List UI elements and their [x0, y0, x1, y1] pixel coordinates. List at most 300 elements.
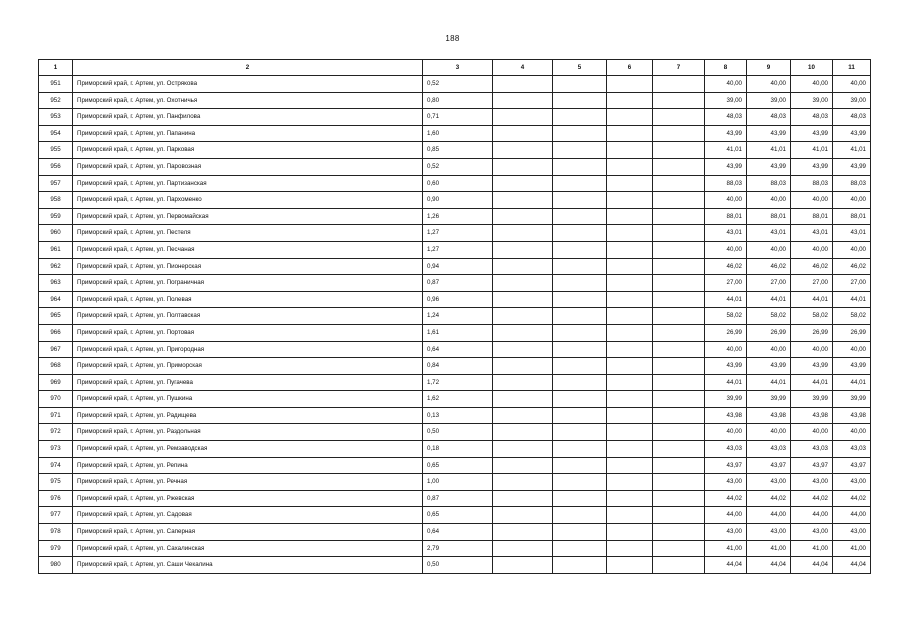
length-cell: 0,65: [423, 507, 493, 524]
empty-cell-col7: [653, 92, 705, 109]
empty-cell-col7: [653, 524, 705, 541]
value-cell-col10: 58,02: [791, 308, 833, 325]
value-cell-col9: 46,02: [747, 258, 791, 275]
value-cell-col9: 44,01: [747, 291, 791, 308]
table-row: [39, 241, 871, 258]
empty-cell-col4: [493, 258, 553, 275]
value-cell-col8: 43,99: [705, 125, 747, 142]
address-cell: Приморский край, г. Артем, ул. Садовая: [73, 507, 423, 524]
empty-cell-col4: [493, 76, 553, 93]
empty-cell-col5: [553, 142, 607, 159]
empty-cell-col6: [607, 258, 653, 275]
empty-cell-col4: [493, 358, 553, 375]
value-cell-col9: 40,00: [747, 76, 791, 93]
value-cell-col9: 43,00: [747, 524, 791, 541]
empty-cell-col5: [553, 92, 607, 109]
value-cell-col10: 43,99: [791, 125, 833, 142]
value-cell-col11: 46,02: [833, 258, 871, 275]
empty-cell-col4: [493, 225, 553, 242]
value-cell-col10: 88,01: [791, 208, 833, 225]
value-cell-col9: 40,00: [747, 192, 791, 209]
length-cell: 0,85: [423, 142, 493, 159]
address-cell: Приморский край, г. Артем, ул. Пограничная: [73, 275, 423, 292]
length-cell: 1,61: [423, 324, 493, 341]
value-cell-col10: 40,00: [791, 241, 833, 258]
value-cell-col10: 88,03: [791, 175, 833, 192]
value-cell-col11: 44,00: [833, 507, 871, 524]
empty-cell-col7: [653, 241, 705, 258]
empty-cell-col5: [553, 341, 607, 358]
value-cell-col8: 43,01: [705, 225, 747, 242]
empty-cell-col6: [607, 158, 653, 175]
empty-cell-col5: [553, 441, 607, 458]
value-cell-col11: 39,99: [833, 391, 871, 408]
empty-cell-col6: [607, 441, 653, 458]
table-row: [39, 557, 871, 574]
length-cell: 0,18: [423, 441, 493, 458]
length-cell: 0,65: [423, 457, 493, 474]
value-cell-col10: 44,02: [791, 490, 833, 507]
value-cell-col10: 41,01: [791, 142, 833, 159]
empty-cell-col7: [653, 507, 705, 524]
empty-cell-col4: [493, 291, 553, 308]
row-number-cell: 958: [39, 192, 73, 209]
value-cell-col11: 41,00: [833, 540, 871, 557]
row-number-cell: 963: [39, 275, 73, 292]
empty-cell-col4: [493, 374, 553, 391]
value-cell-col8: 40,00: [705, 76, 747, 93]
empty-cell-col6: [607, 341, 653, 358]
row-number-cell: 959: [39, 208, 73, 225]
length-cell: 0,13: [423, 407, 493, 424]
value-cell-col8: 43,97: [705, 457, 747, 474]
length-cell: 2,79: [423, 540, 493, 557]
value-cell-col10: 26,99: [791, 324, 833, 341]
address-cell: Приморский край, г. Артем, ул. Ремзаводская: [73, 441, 423, 458]
table-row: [39, 507, 871, 524]
value-cell-col10: 43,98: [791, 407, 833, 424]
value-cell-col8: 44,02: [705, 490, 747, 507]
empty-cell-col4: [493, 457, 553, 474]
value-cell-col8: 46,02: [705, 258, 747, 275]
empty-cell-col5: [553, 407, 607, 424]
row-number-cell: 952: [39, 92, 73, 109]
row-number-cell: 960: [39, 225, 73, 242]
value-cell-col10: 44,04: [791, 557, 833, 574]
column-header-11: 11: [833, 60, 871, 76]
value-cell-col10: 40,00: [791, 192, 833, 209]
address-cell: Приморский край, г. Артем, ул. Пестеля: [73, 225, 423, 242]
empty-cell-col5: [553, 175, 607, 192]
empty-cell-col6: [607, 308, 653, 325]
address-cell: Приморский край, г. Артем, ул. Полтавская: [73, 308, 423, 325]
table-row: [39, 92, 871, 109]
empty-cell-col4: [493, 208, 553, 225]
length-cell: 0,84: [423, 358, 493, 375]
address-cell: Приморский край, г. Артем, ул. Ржевская: [73, 490, 423, 507]
row-number-cell: 966: [39, 324, 73, 341]
value-cell-col9: 43,97: [747, 457, 791, 474]
value-cell-col10: 27,00: [791, 275, 833, 292]
empty-cell-col7: [653, 457, 705, 474]
address-cell: Приморский край, г. Артем, ул. Раздольная: [73, 424, 423, 441]
value-cell-col9: 43,99: [747, 125, 791, 142]
empty-cell-col6: [607, 490, 653, 507]
empty-cell-col7: [653, 391, 705, 408]
value-cell-col10: 43,00: [791, 474, 833, 491]
length-cell: 0,94: [423, 258, 493, 275]
row-number-cell: 980: [39, 557, 73, 574]
value-cell-col9: 48,03: [747, 109, 791, 126]
value-cell-col9: 40,00: [747, 424, 791, 441]
address-cell: Приморский край, г. Артем, ул. Саши Чекалина: [73, 557, 423, 574]
table-row: [39, 391, 871, 408]
address-cell: Приморский край, г. Артем, ул. Сахалинская: [73, 540, 423, 557]
length-cell: 1,24: [423, 308, 493, 325]
empty-cell-col7: [653, 424, 705, 441]
empty-cell-col5: [553, 391, 607, 408]
value-cell-col8: 41,01: [705, 142, 747, 159]
value-cell-col9: 44,00: [747, 507, 791, 524]
address-cell: Приморский край, г. Артем, ул. Приморская: [73, 358, 423, 375]
empty-cell-col6: [607, 125, 653, 142]
empty-cell-col4: [493, 125, 553, 142]
table-row: [39, 192, 871, 209]
value-cell-col9: 40,00: [747, 241, 791, 258]
row-number-cell: 979: [39, 540, 73, 557]
empty-cell-col5: [553, 358, 607, 375]
row-number-cell: 973: [39, 441, 73, 458]
value-cell-col8: 39,99: [705, 391, 747, 408]
value-cell-col8: 88,01: [705, 208, 747, 225]
table-row: [39, 158, 871, 175]
address-cell: Приморский край, г. Артем, ул. Речная: [73, 474, 423, 491]
table-row: [39, 474, 871, 491]
row-number-cell: 964: [39, 291, 73, 308]
value-cell-col9: 43,99: [747, 158, 791, 175]
empty-cell-col7: [653, 258, 705, 275]
empty-cell-col6: [607, 374, 653, 391]
value-cell-col10: 43,00: [791, 524, 833, 541]
empty-cell-col5: [553, 192, 607, 209]
empty-cell-col7: [653, 557, 705, 574]
table-body: [39, 76, 871, 574]
value-cell-col11: 44,01: [833, 291, 871, 308]
empty-cell-col4: [493, 407, 553, 424]
empty-cell-col4: [493, 92, 553, 109]
empty-cell-col4: [493, 391, 553, 408]
row-number-cell: 975: [39, 474, 73, 491]
address-cell: Приморский край, г. Артем, ул. Пригородная: [73, 341, 423, 358]
address-cell: Приморский край, г. Артем, ул. Папанина: [73, 125, 423, 142]
empty-cell-col7: [653, 275, 705, 292]
empty-cell-col7: [653, 374, 705, 391]
value-cell-col11: 44,01: [833, 374, 871, 391]
value-cell-col9: 39,00: [747, 92, 791, 109]
value-cell-col10: 48,03: [791, 109, 833, 126]
value-cell-col9: 26,99: [747, 324, 791, 341]
value-cell-col10: 44,01: [791, 291, 833, 308]
row-number-cell: 970: [39, 391, 73, 408]
value-cell-col11: 39,00: [833, 92, 871, 109]
value-cell-col10: 43,97: [791, 457, 833, 474]
value-cell-col9: 44,04: [747, 557, 791, 574]
empty-cell-col4: [493, 308, 553, 325]
value-cell-col8: 58,02: [705, 308, 747, 325]
value-cell-col10: 39,99: [791, 391, 833, 408]
empty-cell-col5: [553, 524, 607, 541]
value-cell-col9: 40,00: [747, 341, 791, 358]
table-row: [39, 324, 871, 341]
empty-cell-col6: [607, 109, 653, 126]
value-cell-col8: 44,04: [705, 557, 747, 574]
address-cell: Приморский край, г. Артем, ул. Острякова: [73, 76, 423, 93]
row-number-cell: 956: [39, 158, 73, 175]
empty-cell-col4: [493, 540, 553, 557]
empty-cell-col6: [607, 275, 653, 292]
empty-cell-col7: [653, 192, 705, 209]
table-row: [39, 490, 871, 507]
value-cell-col8: 43,99: [705, 158, 747, 175]
value-cell-col11: 58,02: [833, 308, 871, 325]
value-cell-col10: 41,00: [791, 540, 833, 557]
value-cell-col8: 43,98: [705, 407, 747, 424]
value-cell-col8: 39,00: [705, 92, 747, 109]
row-number-cell: 976: [39, 490, 73, 507]
value-cell-col9: 44,01: [747, 374, 791, 391]
length-cell: 1,27: [423, 241, 493, 258]
address-cell: Приморский край, г. Артем, ул. Репина: [73, 457, 423, 474]
row-number-cell: 977: [39, 507, 73, 524]
table-row: [39, 275, 871, 292]
value-cell-col9: 27,00: [747, 275, 791, 292]
value-cell-col8: 41,00: [705, 540, 747, 557]
address-cell: Приморский край, г. Артем, ул. Паровозная: [73, 158, 423, 175]
empty-cell-col5: [553, 557, 607, 574]
value-cell-col11: 43,97: [833, 457, 871, 474]
address-cell: Приморский край, г. Артем, ул. Саперная: [73, 524, 423, 541]
empty-cell-col6: [607, 92, 653, 109]
table-row: [39, 308, 871, 325]
column-header-6: 6: [607, 60, 653, 76]
empty-cell-col6: [607, 424, 653, 441]
value-cell-col9: 44,02: [747, 490, 791, 507]
address-cell: Приморский край, г. Артем, ул. Пионерская: [73, 258, 423, 275]
value-cell-col9: 43,00: [747, 474, 791, 491]
empty-cell-col7: [653, 109, 705, 126]
table-row: [39, 208, 871, 225]
table-header-row: [39, 60, 871, 76]
empty-cell-col4: [493, 324, 553, 341]
empty-cell-col7: [653, 407, 705, 424]
value-cell-col9: 88,01: [747, 208, 791, 225]
empty-cell-col7: [653, 341, 705, 358]
empty-cell-col4: [493, 524, 553, 541]
row-number-cell: 953: [39, 109, 73, 126]
value-cell-col11: 40,00: [833, 192, 871, 209]
value-cell-col11: 88,03: [833, 175, 871, 192]
address-cell: Приморский край, г. Артем, ул. Полевая: [73, 291, 423, 308]
value-cell-col8: 40,00: [705, 341, 747, 358]
value-cell-col11: 48,03: [833, 109, 871, 126]
value-cell-col10: 40,00: [791, 76, 833, 93]
value-cell-col11: 40,00: [833, 424, 871, 441]
value-cell-col9: 41,01: [747, 142, 791, 159]
table-row: [39, 225, 871, 242]
length-cell: 0,64: [423, 524, 493, 541]
length-cell: 0,87: [423, 490, 493, 507]
address-cell: Приморский край, г. Артем, ул. Пушкина: [73, 391, 423, 408]
empty-cell-col7: [653, 441, 705, 458]
empty-cell-col7: [653, 175, 705, 192]
address-cell: Приморский край, г. Артем, ул. Первомайская: [73, 208, 423, 225]
length-cell: 0,52: [423, 76, 493, 93]
value-cell-col9: 43,03: [747, 441, 791, 458]
value-cell-col9: 88,03: [747, 175, 791, 192]
empty-cell-col5: [553, 208, 607, 225]
table-row: [39, 76, 871, 93]
empty-cell-col7: [653, 490, 705, 507]
empty-cell-col4: [493, 158, 553, 175]
length-cell: 0,50: [423, 557, 493, 574]
row-number-cell: 962: [39, 258, 73, 275]
column-header-5: 5: [553, 60, 607, 76]
empty-cell-col4: [493, 424, 553, 441]
column-header-10: 10: [791, 60, 833, 76]
empty-cell-col7: [653, 125, 705, 142]
row-number-cell: 972: [39, 424, 73, 441]
empty-cell-col6: [607, 524, 653, 541]
empty-cell-col6: [607, 474, 653, 491]
page-number: 188: [445, 34, 460, 43]
table-row: [39, 125, 871, 142]
row-number-cell: 968: [39, 358, 73, 375]
empty-cell-col5: [553, 540, 607, 557]
empty-cell-col6: [607, 358, 653, 375]
value-cell-col8: 40,00: [705, 424, 747, 441]
column-header-8: 8: [705, 60, 747, 76]
empty-cell-col7: [653, 142, 705, 159]
value-cell-col8: 43,99: [705, 358, 747, 375]
value-cell-col9: 43,99: [747, 358, 791, 375]
empty-cell-col4: [493, 557, 553, 574]
address-cell: Приморский край, г. Артем, ул. Парковая: [73, 142, 423, 159]
empty-cell-col6: [607, 225, 653, 242]
length-cell: 0,50: [423, 424, 493, 441]
value-cell-col11: 43,99: [833, 358, 871, 375]
value-cell-col8: 44,01: [705, 291, 747, 308]
empty-cell-col7: [653, 324, 705, 341]
empty-cell-col5: [553, 308, 607, 325]
empty-cell-col7: [653, 76, 705, 93]
empty-cell-col4: [493, 175, 553, 192]
value-cell-col10: 43,01: [791, 225, 833, 242]
address-cell: Приморский край, г. Артем, ул. Партизанская: [73, 175, 423, 192]
value-cell-col8: 40,00: [705, 241, 747, 258]
value-cell-col10: 44,00: [791, 507, 833, 524]
address-cell: Приморский край, г. Артем, ул. Панфилова: [73, 109, 423, 126]
empty-cell-col5: [553, 76, 607, 93]
table-row: [39, 291, 871, 308]
value-cell-col11: 43,01: [833, 225, 871, 242]
value-cell-col9: 43,01: [747, 225, 791, 242]
value-cell-col11: 43,00: [833, 524, 871, 541]
empty-cell-col4: [493, 142, 553, 159]
value-cell-col9: 58,02: [747, 308, 791, 325]
empty-cell-col4: [493, 275, 553, 292]
value-cell-col11: 41,01: [833, 142, 871, 159]
table-row: [39, 358, 871, 375]
table-row: [39, 341, 871, 358]
column-header-1: 1: [39, 60, 73, 76]
empty-cell-col5: [553, 324, 607, 341]
row-number-cell: 965: [39, 308, 73, 325]
empty-cell-col4: [493, 341, 553, 358]
empty-cell-col7: [653, 158, 705, 175]
empty-cell-col4: [493, 441, 553, 458]
value-cell-col11: 27,00: [833, 275, 871, 292]
empty-cell-col5: [553, 424, 607, 441]
value-cell-col11: 40,00: [833, 341, 871, 358]
empty-cell-col6: [607, 407, 653, 424]
table-row: [39, 175, 871, 192]
column-header-7: 7: [653, 60, 705, 76]
empty-cell-col6: [607, 192, 653, 209]
value-cell-col8: 88,03: [705, 175, 747, 192]
length-cell: 1,60: [423, 125, 493, 142]
empty-cell-col6: [607, 291, 653, 308]
address-cell: Приморский край, г. Артем, ул. Пархоменко: [73, 192, 423, 209]
empty-cell-col5: [553, 225, 607, 242]
column-header-9: 9: [747, 60, 791, 76]
empty-cell-col6: [607, 507, 653, 524]
empty-cell-col4: [493, 109, 553, 126]
empty-cell-col6: [607, 208, 653, 225]
empty-cell-col6: [607, 457, 653, 474]
value-cell-col8: 48,03: [705, 109, 747, 126]
empty-cell-col5: [553, 291, 607, 308]
empty-cell-col6: [607, 557, 653, 574]
empty-cell-col4: [493, 192, 553, 209]
address-cell: Приморский край, г. Артем, ул. Охотничья: [73, 92, 423, 109]
empty-cell-col7: [653, 474, 705, 491]
empty-cell-col6: [607, 175, 653, 192]
column-header-4: 4: [493, 60, 553, 76]
table-row: [39, 109, 871, 126]
length-cell: 0,71: [423, 109, 493, 126]
length-cell: 1,00: [423, 474, 493, 491]
value-cell-col8: 44,00: [705, 507, 747, 524]
row-number-cell: 951: [39, 76, 73, 93]
empty-cell-col5: [553, 158, 607, 175]
empty-cell-col6: [607, 324, 653, 341]
value-cell-col10: 40,00: [791, 341, 833, 358]
value-cell-col8: 43,03: [705, 441, 747, 458]
value-cell-col8: 43,00: [705, 524, 747, 541]
row-number-cell: 974: [39, 457, 73, 474]
empty-cell-col6: [607, 391, 653, 408]
length-cell: 1,26: [423, 208, 493, 225]
length-cell: 0,80: [423, 92, 493, 109]
value-cell-col11: 43,00: [833, 474, 871, 491]
row-number-cell: 957: [39, 175, 73, 192]
table-row: [39, 374, 871, 391]
table-row: [39, 540, 871, 557]
table-row: [39, 258, 871, 275]
empty-cell-col7: [653, 225, 705, 242]
empty-cell-col5: [553, 490, 607, 507]
table-row: [39, 407, 871, 424]
